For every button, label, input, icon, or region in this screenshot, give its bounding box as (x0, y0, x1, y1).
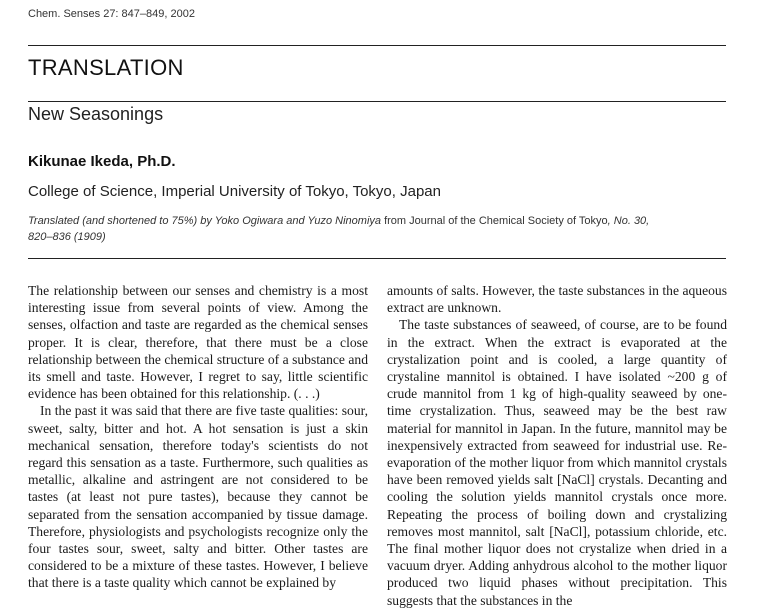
journal-citation: Chem. Senses 27: 847–849, 2002 (28, 8, 195, 20)
article-title: New Seasonings (28, 104, 164, 124)
section-heading: TRANSLATION (28, 55, 184, 80)
author-affiliation: College of Science, Imperial University of Tokyo, Tokyo, Japan (28, 183, 441, 200)
paragraph: In the past it was said that there are five taste qualities: sour, sweet, salty, bitter and hot. A hot sensation is just a skin mechanical sensation, therefore today's scientists do not regard this sensation as a taste. Furthermore, such qualities as metallic, alkaline and astringent are not considered to be tastes (at least not pure tastes), because they cannot be separated from the sensation accompanied by tissue damage. Therefore, physiologists and psychologists recognize only the four tastes sour, sweet, salty and bitter. Other tastes are considered to be a mixture of these tastes. However, I believe that there is a taste quality which cannot be explained by (28, 403, 368, 591)
translation-note-translators: Translated (and shortened to 75%) by Yoko Ogiwara and Yuzo Ninomiya (28, 215, 385, 227)
translation-note-source: Journal of the Chemical Society of Tokyo (406, 215, 608, 227)
paragraph: The taste substances of seaweed, of course, are to be found in the extract. When the extract is evaporated at the crystalization point and is cooled, a large quantity of crystaline mannitol is obtained. I have isolated ~200 g of crude mannitol from 1 kg of high-quality seaweed by one-time crystalization. Thus, seaweed may be the best raw material for mannitol in Japan. In the future, mannitol may be inexpensively extracted from seaweed for industrial use. Re-evaporation of the mother liquor from which mannitol crystals have been removed yields salt [NaCl] crystals. Decanting and cooling the solution yields mannitol crystals once more. Repeating the process of boiling down and crystalizing removes most mannitol, salt [NaCl], potassium chloride, etc. The final mother liquor does not crystalize when dried in a vacuum dryer. Adding anhydrous alcohol to the mother liquor produced two liquid phases without precipitation. This suggests that the substances in the (387, 317, 727, 608)
translation-note-from: from (384, 215, 407, 227)
translation-note-pages: 820–836 (1909) (28, 231, 106, 243)
paragraph: The relationship between our senses and chemistry is a most interesting issue from several points of view. Among the senses, olfaction and taste are regarded as the chemical senses proper. It is clear, therefore, that there must be a close relationship between the chemical structure of a substance and its smell and taste. However, I regret to say, little scientific evidence has been obtained for this relationship. (. . .) (28, 283, 368, 402)
body-column-left (28, 282, 368, 592)
header-rule-top (28, 45, 726, 46)
translation-note-issue: , No. 30, (607, 215, 650, 227)
translation-note (28, 213, 708, 245)
header-rule-middle (28, 101, 726, 102)
author-name: Kikunae Ikeda, Ph.D. (28, 153, 176, 170)
header-rule-bottom (28, 258, 726, 259)
body-column-right (387, 282, 727, 609)
paragraph: amounts of salts. However, the taste substances in the aqueous extract are unknown. (387, 283, 727, 316)
